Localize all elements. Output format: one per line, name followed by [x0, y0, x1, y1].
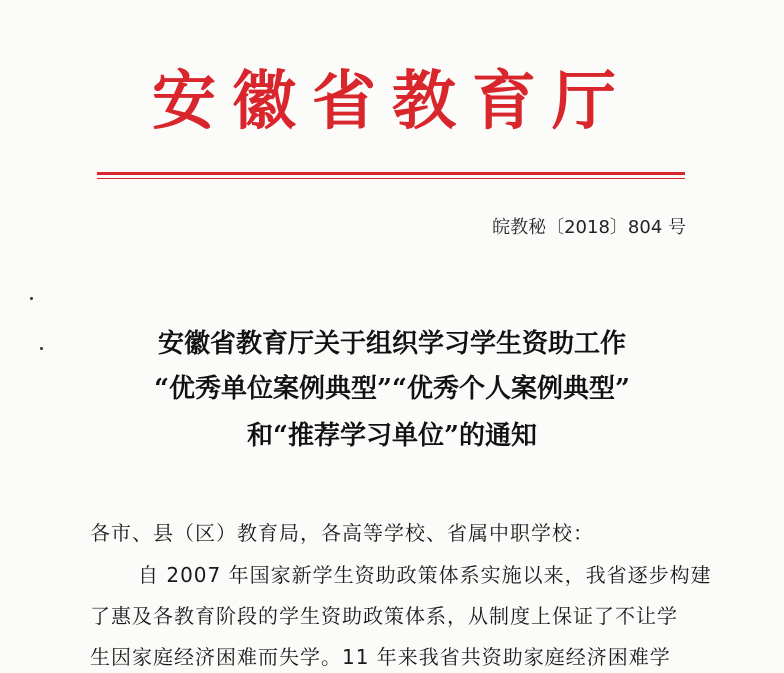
body-line: 自 2007 年国家新学生资助政策体系实施以来，我省逐步构建 — [138, 563, 712, 587]
document-title-line-1: 安徽省教育厅关于组织学习学生资助工作 — [157, 329, 626, 359]
letterhead-org-name: 安徽省教育厅 — [152, 64, 632, 139]
document-title-line-3: 和“推荐学习单位”的通知 — [247, 421, 537, 451]
document-number: 皖教秘〔2018〕804 号 — [492, 217, 686, 238]
letterhead-red-rule-thin — [97, 178, 685, 179]
body-line: 生因家庭经济困难而失学。11 年来我省共资助家庭经济困难学 — [90, 645, 671, 669]
letterhead-red-rule — [97, 172, 685, 175]
document-title-line-2: “优秀单位案例典型”“优秀个人案例典型” — [154, 374, 630, 404]
salutation: 各市、县（区）教育局，各高等学校、省属中职学校： — [90, 521, 594, 545]
body-line: 了惠及各教育阶段的学生资助政策体系，从制度上保证了不让学 — [90, 604, 678, 628]
scan-speck — [30, 297, 33, 300]
